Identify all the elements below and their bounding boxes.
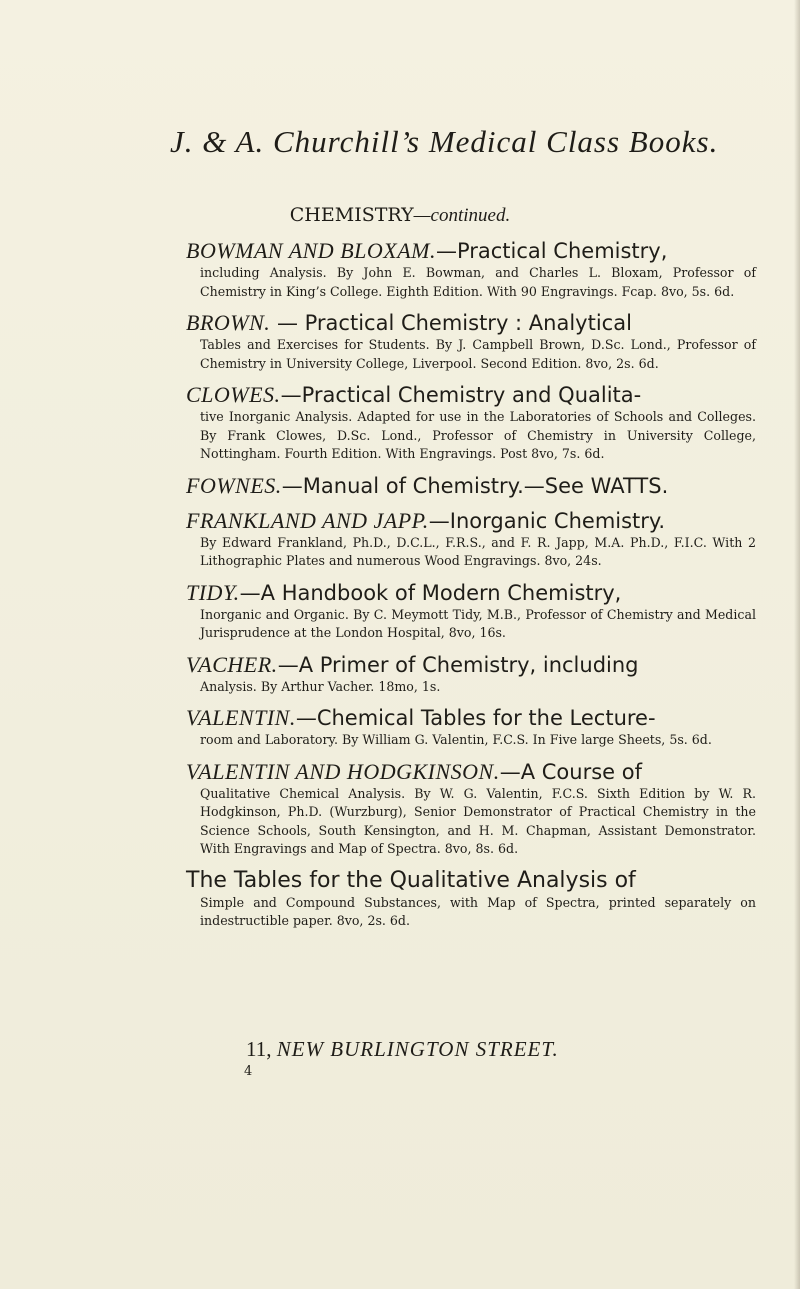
street-name: NEW BURLINGTON STREET. xyxy=(276,1037,559,1061)
catalog-entry xyxy=(186,508,756,571)
entry-title: — Practical Chemistry : Analytical xyxy=(270,311,632,335)
entry-author: FOWNES. xyxy=(186,472,282,498)
publisher-address xyxy=(246,1037,559,1062)
catalog-entry xyxy=(186,652,756,697)
catalog-entry xyxy=(186,473,756,499)
page-edge-shadow xyxy=(794,0,800,1289)
entry-author: BROWN. xyxy=(186,310,271,335)
catalog-entry xyxy=(186,382,756,464)
entry-title: —A Handbook of Modern Chemistry, xyxy=(239,580,622,605)
entry-description: tive Inorganic Analysis. Adapted for use in the Laboratories of Schools and Colleges. By Frank Clowes, D.Sc. Lond., Professor of Chemistry in University College, Nottingham. Fourth Edition. With Engravings. Post 8vo, 7s. 6d. xyxy=(200,409,756,461)
entry-title: —Practical Chemistry and Qualita- xyxy=(280,383,642,407)
catalog-entry-tables xyxy=(186,868,756,931)
entry-title: —Chemical Tables for the Lecture- xyxy=(295,706,656,730)
entry-description: By Edward Frankland, Ph.D., D.C.L., F.R.S., and F. R. Japp, M.A. Ph.D., F.I.C. With 2 Lithographic Plates and numerous Wood Engravings. 8vo, 24s. xyxy=(200,534,756,568)
section-heading xyxy=(0,204,800,227)
catalog-entry xyxy=(186,238,756,301)
entry-description: including Analysis. By John E. Bowman, and Charles L. Bloxam, Professor of Chemistry in King’s College. Eighth Edition. With 90 Engravings. Fcap. 8vo, 5s. 6d. xyxy=(200,265,756,299)
entry-description: Analysis. By Arthur Vacher. 18mo, 1s. xyxy=(200,678,441,694)
entry-title: —A Course of xyxy=(499,759,642,784)
entry-description: Tables and Exercises for Students. By J. Campbell Brown, D.Sc. Lond., Professor of Chemistry in University College, Liverpool. Second Edition. 8vo, 2s. 6d. xyxy=(200,337,756,371)
entry-author: VALENTIN. xyxy=(186,705,296,730)
section-title: CHEMISTRY xyxy=(289,204,414,226)
catalog-entry xyxy=(186,705,756,750)
entry-author: VACHER. xyxy=(186,651,278,677)
entry-author: BOWMAN AND BLOXAM. xyxy=(186,238,436,263)
street-number: 11, xyxy=(246,1037,272,1061)
entry-description: Inorganic and Organic. By C. Meymott Tidy, M.B., Professor of Chemistry and Medical Jurisprudence at the London Hospital, 8vo, 16s. xyxy=(200,606,756,640)
entry-title: —Inorganic Chemistry. xyxy=(428,508,666,533)
page-header: J. & A. Churchill’s Medical Class Books. xyxy=(170,124,719,159)
entry-title: —Manual of Chemistry.—See WATTS. xyxy=(281,473,669,498)
catalog-entry xyxy=(186,580,756,643)
catalog-entry xyxy=(186,310,756,373)
entry-title: —A Primer of Chemistry, including xyxy=(277,652,639,677)
entry-description: Simple and Compound Substances, with Map of Spectra, printed separately on indestructible paper. 8vo, 2s. 6d. xyxy=(200,894,756,928)
signature-mark: 4 xyxy=(244,1064,253,1079)
entry-title: —Practical Chemistry, xyxy=(435,239,668,263)
entry-author: VALENTIN AND HODGKINSON. xyxy=(186,758,500,784)
entry-description: Qualitative Chemical Analysis. By W. G. Valentin, F.C.S. Sixth Edition by W. R. Hodgkinson, Ph.D. (Wurzburg), Senior Demonstrator of Practical Chemistry in the Science Schools, South Kensington, and H. M. Chapman, Assistant Demonstrator. With Engravings and Map of Spectra. 8vo, 8s. 6d. xyxy=(200,785,756,856)
entry-author: FRANKLAND AND JAPP. xyxy=(186,507,429,533)
entry-author: CLOWES. xyxy=(186,382,281,407)
entry-title: The Tables for the Qualitative Analysis of xyxy=(186,867,636,893)
entries-list xyxy=(186,238,756,940)
entry-description: room and Laboratory. By William G. Valentin, F.C.S. In Five large Sheets, 5s. 6d. xyxy=(200,732,712,747)
entry-author: TIDY. xyxy=(186,579,240,605)
section-continued: —continued. xyxy=(413,205,511,226)
catalog-entry xyxy=(186,759,756,859)
